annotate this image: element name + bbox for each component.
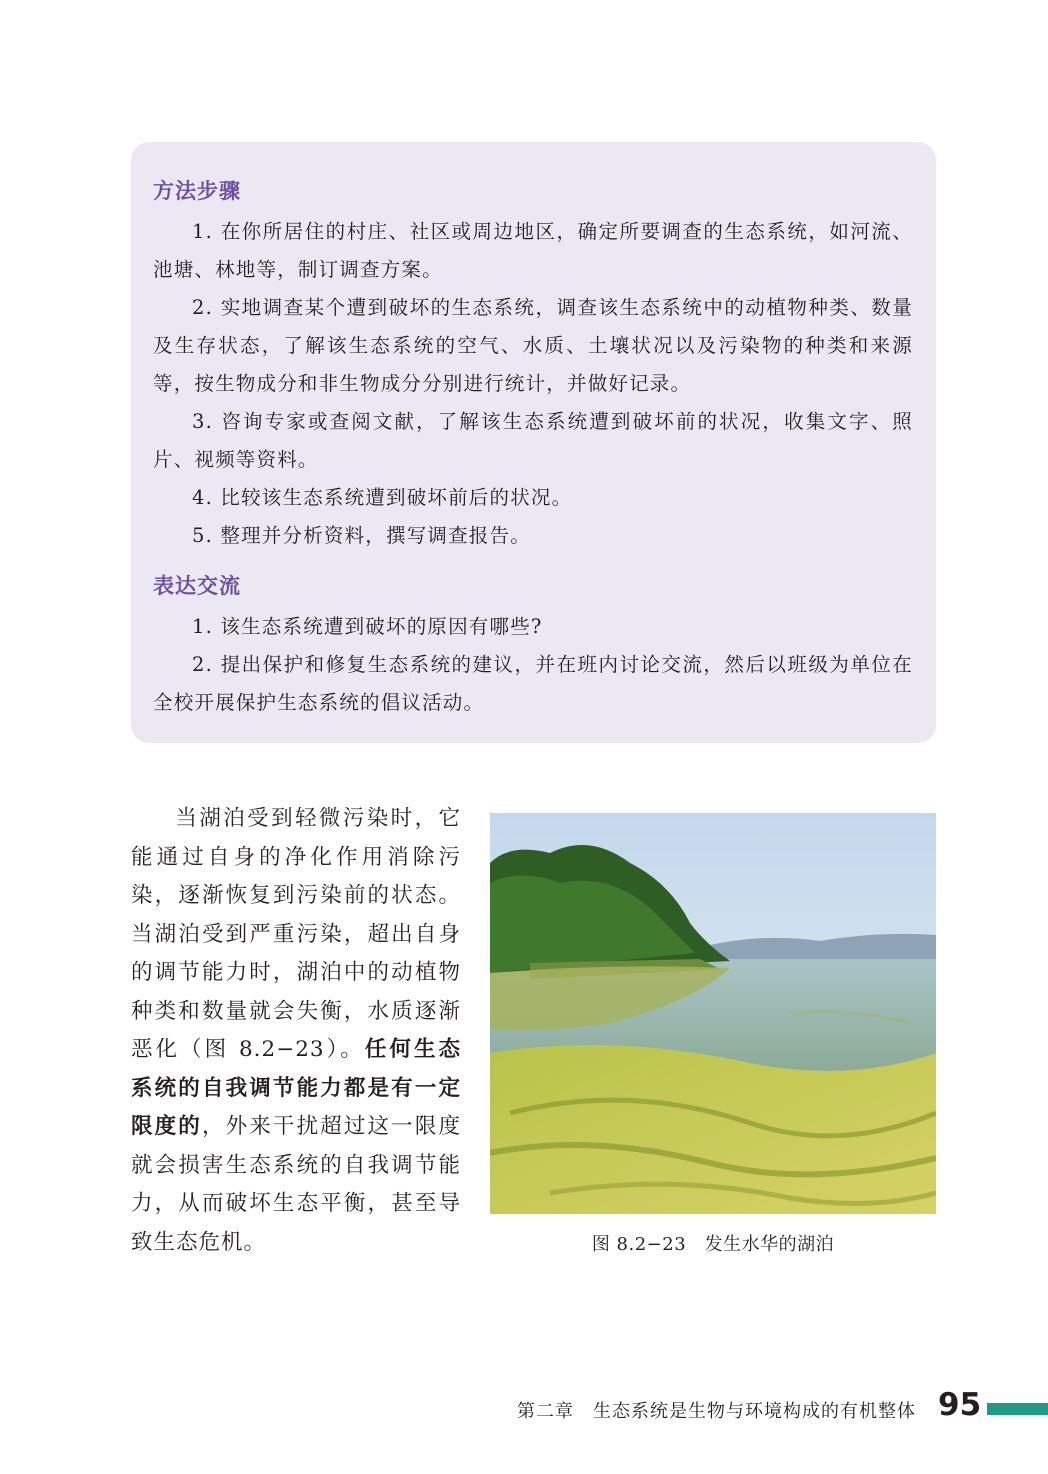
main-text-emphasis: 任何生态系统的自我调节能力都是有一定限度的 xyxy=(131,1037,461,1139)
main-paragraph xyxy=(131,800,461,1262)
exchange-item-2: 2. 提出保护和修复生态系统的建议，并在班内讨论交流，然后以班级为单位在全校开展保护生态系统的倡议活动。 xyxy=(153,653,913,714)
lake-algal-bloom-photo xyxy=(490,813,936,1214)
main-text-part1: 当湖泊受到轻微污染时，它能通过自身的净化作用消除污染，逐渐恢复到污染前的状态。当湖泊受到严重污染，超出自身的调节能力时，湖泊中的动植物种类和数量就会失衡，水质逐渐恶化（图 8.2−23）。 xyxy=(131,806,461,1062)
method-step-1: 1. 在你所居住的村庄、社区或周边地区，确定所要调查的生态系统，如河流、池塘、林地等，制订调查方案。 xyxy=(153,220,913,281)
page-number: 95 xyxy=(938,1387,982,1423)
footer-accent-bar xyxy=(987,1403,1048,1415)
method-step-2: 2. 实地调查某个遭到破坏的生态系统，调查该生态系统中的动植物种类、数量及生存状态，了解该生态系统的空气、水质、土壤状况以及污染物的种类和来源等，按生物成分和非生物成分分别进行统计，并做好记录。 xyxy=(153,296,913,395)
figure-caption: 图 8.2−23 发生水华的湖泊 xyxy=(591,1234,835,1255)
method-step-4: 4. 比较该生态系统遭到破坏前后的状况。 xyxy=(192,486,573,509)
exchange-item-1: 1. 该生态系统遭到破坏的原因有哪些? xyxy=(192,615,543,638)
section-heading-exchange: 表达交流 xyxy=(153,574,241,598)
main-text-part2: ，外来干扰超过这一限度就会损害生态系统的自我调节能力，从而破坏生态平衡，甚至导致生态危机。 xyxy=(131,1114,461,1255)
method-step-5: 5. 整理并分析资料，撰写调查报告。 xyxy=(192,524,531,547)
method-step-3: 3. 咨询专家或查阅文献，了解该生态系统遭到破坏前的状况，收集文字、照片、视频等资料。 xyxy=(153,410,913,471)
section-heading-methods: 方法步骤 xyxy=(153,179,241,203)
chapter-title: 第二章 生态系统是生物与环境构成的有机整体 xyxy=(517,1401,916,1422)
